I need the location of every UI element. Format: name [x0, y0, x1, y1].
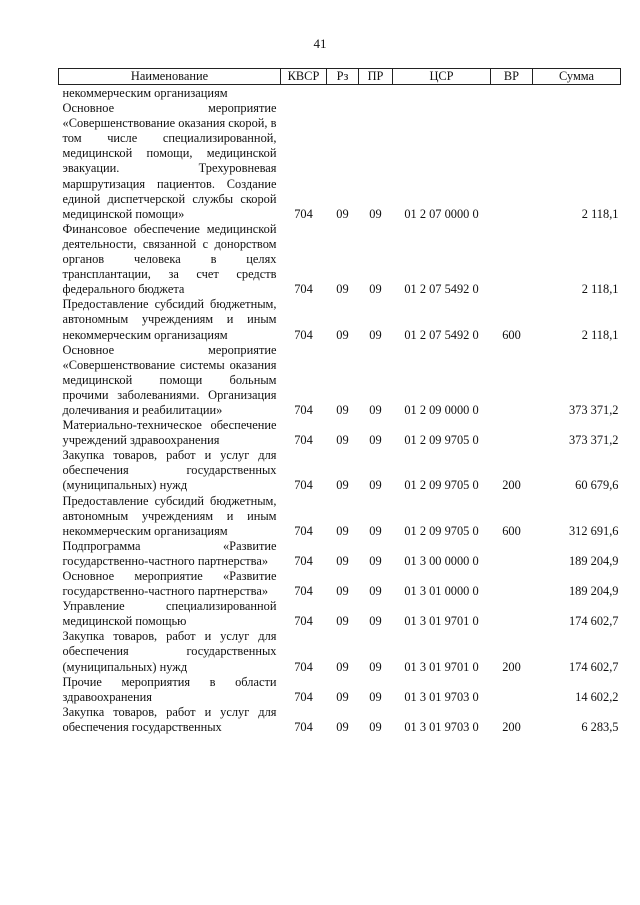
row-kvsr-cell: 704: [294, 206, 313, 221]
row-kvsr-cell: 704: [294, 523, 313, 538]
header-csr: ЦСР: [393, 69, 491, 85]
row-rz-cell: 09: [336, 282, 349, 297]
row-vr-cell: [491, 599, 533, 629]
table-header: [59, 69, 621, 85]
row-csr-cell: 01 2 07 5492 0: [404, 327, 479, 342]
header-name: Наименование: [59, 69, 281, 85]
row-sum-cell: 373 371,2: [568, 402, 619, 417]
row-kvsr-cell: 704: [294, 478, 313, 493]
row-csr-cell: 01 3 01 9703 0: [404, 689, 479, 704]
row-rz-cell: 09: [336, 478, 349, 493]
row-pr-cell: 09: [369, 433, 382, 448]
row-vr-cell: [491, 222, 533, 297]
row-name-cell: Подпрограмма «Развитие государственно-частного партнерства»: [62, 538, 277, 568]
table-row: [59, 539, 621, 569]
row-kvsr-cell: 704: [294, 327, 313, 342]
table-row: [59, 705, 621, 735]
row-rz-cell: 09: [336, 553, 349, 568]
row-pr-cell: 09: [369, 478, 382, 493]
row-kvsr-cell: 704: [294, 689, 313, 704]
table-row: [59, 85, 621, 102]
row-csr-cell: 01 3 01 9703 0: [404, 719, 479, 734]
row-vr-cell: [491, 343, 533, 418]
row-sum-cell: 373 371,2: [568, 433, 619, 448]
header-vr: ВР: [491, 69, 533, 85]
row-name-cell: Закупка товаров, работ и услуг для обеспечения государственных (муниципальных) нужд: [62, 448, 277, 493]
row-sum-cell: 2 118,1: [581, 282, 619, 297]
row-vr-cell: [491, 101, 533, 222]
row-sum-cell: 2 118,1: [581, 327, 619, 342]
row-rz-cell: 09: [336, 689, 349, 704]
row-vr-cell: 200: [502, 478, 521, 493]
row-csr-cell: 01 2 07 0000 0: [404, 206, 479, 221]
row-csr-cell: 01 3 00 0000 0: [404, 553, 479, 568]
table-row: [59, 418, 621, 448]
row-vr-cell: [491, 539, 533, 569]
row-kvsr-cell: 704: [294, 659, 313, 674]
row-name-cell: Закупка товаров, работ и услуг для обеспечения государственных: [62, 704, 277, 734]
table-row: [59, 494, 621, 539]
table-row: [59, 569, 621, 599]
row-rz-cell: 09: [336, 659, 349, 674]
row-pr-cell: 09: [369, 282, 382, 297]
table-row: [59, 675, 621, 705]
row-pr-cell: 09: [369, 402, 382, 417]
row-pr-cell: 09: [369, 327, 382, 342]
table-row: [59, 101, 621, 222]
row-kvsr-cell: 704: [294, 719, 313, 734]
table-row: [59, 297, 621, 342]
row-rz-cell: 09: [336, 584, 349, 599]
row-rz-cell: 09: [336, 402, 349, 417]
row-vr-cell: [491, 85, 533, 102]
row-csr-cell: 01 3 01 9701 0: [404, 659, 479, 674]
row-pr-cell: 09: [369, 584, 382, 599]
header-rz: Рз: [327, 69, 359, 85]
row-sum-cell: 14 602,2: [575, 689, 619, 704]
header-kvsr: КВСР: [281, 69, 327, 85]
row-kvsr-cell: [281, 85, 327, 102]
row-name-cell: Прочие мероприятия в области здравоохранения: [62, 674, 277, 704]
row-name-cell: некоммерческим организациям: [62, 86, 228, 100]
row-kvsr-cell: 704: [294, 282, 313, 297]
row-csr-cell: 01 3 01 0000 0: [404, 584, 479, 599]
row-pr-cell: 09: [369, 689, 382, 704]
row-name-cell: Финансовое обеспечение медицинской деятельности, связанной с донорством органов человека в целях трансплантации, за счет средств федерального бюджета: [62, 221, 277, 297]
header-sum: Сумма: [533, 69, 621, 85]
row-sum-cell: 189 204,9: [568, 584, 619, 599]
row-rz-cell: [327, 85, 359, 102]
row-pr-cell: 09: [369, 523, 382, 538]
row-vr-cell: 200: [502, 719, 521, 734]
row-sum-cell: 189 204,9: [568, 553, 619, 568]
row-pr-cell: 09: [369, 659, 382, 674]
row-kvsr-cell: 704: [294, 433, 313, 448]
row-vr-cell: 600: [502, 327, 521, 342]
row-sum-cell: 312 691,6: [568, 523, 619, 538]
row-kvsr-cell: 704: [294, 553, 313, 568]
row-pr-cell: [359, 85, 393, 102]
row-name-cell: Материально-техническое обеспечение учреждений здравоохранения: [62, 418, 277, 448]
row-csr-cell: 01 3 01 9701 0: [404, 614, 479, 629]
table-row: [59, 448, 621, 493]
row-name-cell: Основное мероприятие «Совершенствование оказания скорой, в том числе специализированной, медицинской помощи, медицинской эвакуации. Трехуровневая маршрутизация пациентов. Создание единой диспетчерской службы скорой медицинской помощи»: [62, 101, 277, 221]
row-rz-cell: 09: [336, 614, 349, 629]
page-number: 41: [313, 36, 327, 51]
row-vr-cell: 200: [502, 659, 521, 674]
row-pr-cell: 09: [369, 553, 382, 568]
row-vr-cell: [491, 675, 533, 705]
row-name-cell: Основное мероприятие «Развитие государственно-частного партнерства»: [62, 569, 277, 599]
row-vr-cell: [491, 418, 533, 448]
row-rz-cell: 09: [336, 327, 349, 342]
budget-table: [58, 68, 621, 735]
row-name-cell: Предоставление субсидий бюджетным, автономным учреждениям и иным некоммерческим организациям: [62, 297, 277, 342]
table-body: [59, 85, 621, 736]
row-sum-cell: 2 118,1: [581, 206, 619, 221]
row-name-cell: Предоставление субсидий бюджетным, автономным учреждениям и иным некоммерческим организациям: [62, 493, 277, 538]
row-csr-cell: 01 2 09 9705 0: [404, 433, 479, 448]
row-sum-cell: 60 679,6: [575, 478, 619, 493]
row-csr-cell: 01 2 09 0000 0: [404, 402, 479, 417]
row-sum-cell: 6 283,5: [581, 719, 619, 734]
row-name-cell: Управление специализированной медицинской помощью: [62, 599, 277, 629]
row-pr-cell: 09: [369, 614, 382, 629]
row-pr-cell: 09: [369, 719, 382, 734]
table-row: [59, 343, 621, 418]
row-name-cell: Закупка товаров, работ и услуг для обеспечения государственных (муниципальных) нужд: [62, 629, 277, 674]
row-kvsr-cell: 704: [294, 402, 313, 417]
row-rz-cell: 09: [336, 206, 349, 221]
row-vr-cell: 600: [502, 523, 521, 538]
row-sum-cell: [533, 85, 621, 102]
row-rz-cell: 09: [336, 433, 349, 448]
table-row: [59, 629, 621, 674]
row-kvsr-cell: 704: [294, 584, 313, 599]
table-row: [59, 222, 621, 297]
row-sum-cell: 174 602,7: [568, 614, 619, 629]
row-vr-cell: [491, 569, 533, 599]
row-pr-cell: 09: [369, 206, 382, 221]
table-row: [59, 599, 621, 629]
row-name-cell: Основное мероприятие «Совершенствование системы оказания медицинской помощи больным прочими заболеваниями. Организация долечивания и реабилитации»: [62, 342, 277, 417]
header-pr: ПР: [359, 69, 393, 85]
row-kvsr-cell: 704: [294, 614, 313, 629]
row-sum-cell: 174 602,7: [568, 659, 619, 674]
row-csr-cell: [393, 85, 491, 102]
row-csr-cell: 01 2 07 5492 0: [404, 282, 479, 297]
row-rz-cell: 09: [336, 523, 349, 538]
row-csr-cell: 01 2 09 9705 0: [404, 523, 479, 538]
row-rz-cell: 09: [336, 719, 349, 734]
row-csr-cell: 01 2 09 9705 0: [404, 478, 479, 493]
